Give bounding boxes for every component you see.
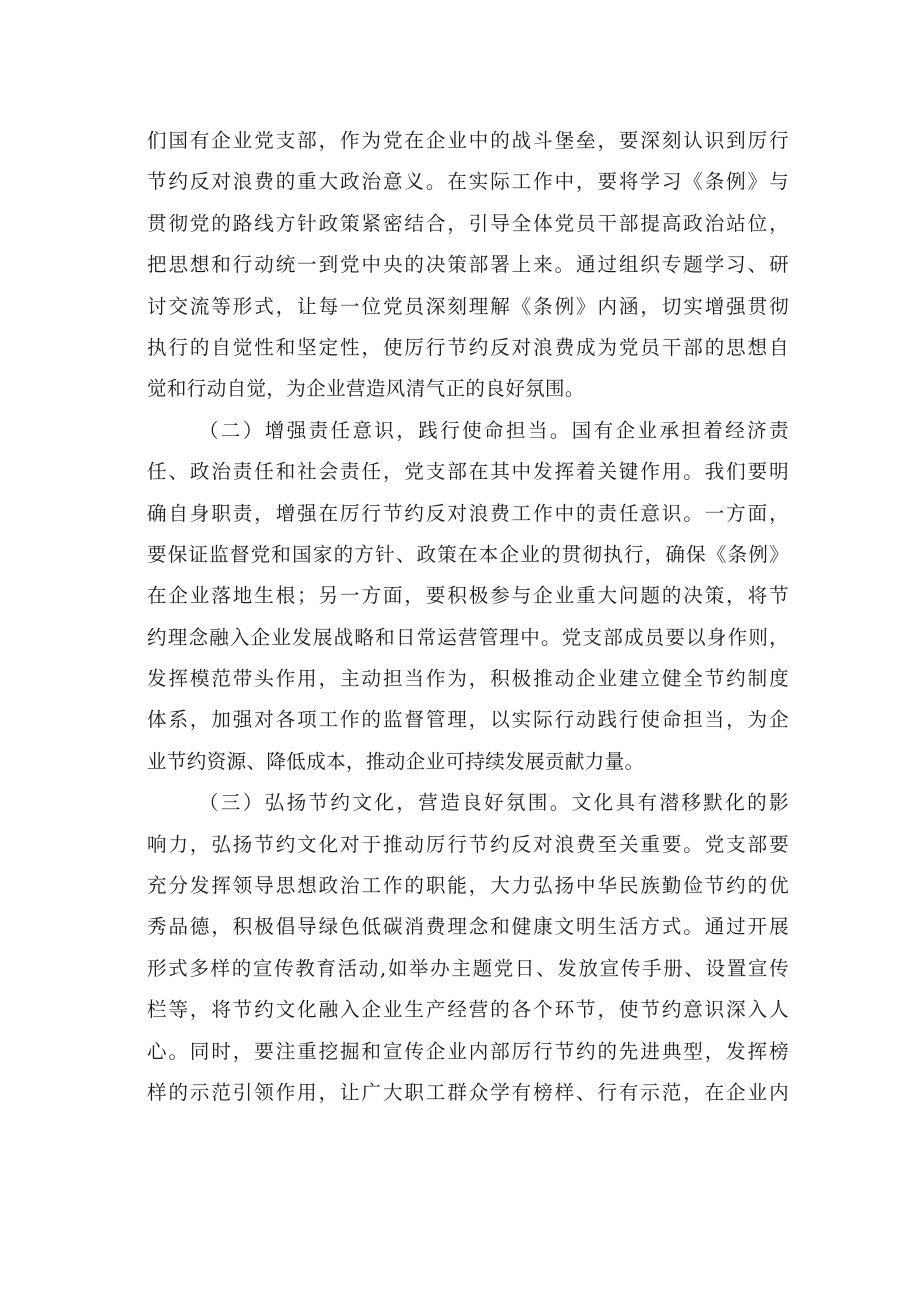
text-line: 贯彻党的路线方针政策紧密结合，引导全体党员干部提高政治站位， [147, 211, 789, 235]
text-line: 响力，弘扬节约文化对于推动厉行节约反对浪费至关重要。党支部要 [147, 832, 789, 856]
text-line: 任、政治责任和社会责任，党支部在其中发挥着关键作用。我们要明 [147, 460, 789, 484]
text-line: 体系，加强对各项工作的监督管理，以实际行动践行使命担当，为企 [147, 708, 789, 732]
text-line: 约理念融入企业发展战略和日常运营管理中。党支部成员要以身作则， [147, 625, 789, 649]
text-line: 执行的自觉性和坚定性，使厉行节约反对浪费成为党员干部的思想自 [147, 335, 789, 359]
text-line: 们国有企业党支部，作为党在企业中的战斗堡垒，要深刻认识到厉行 [147, 129, 789, 152]
text-line: 栏等，将节约文化融入企业生产经营的各个环节，使节约意识深入人 [147, 998, 789, 1022]
text-line: 业节约资源、降低成本，推动企业可持续发展贡献力量。 [147, 749, 645, 773]
text-line: （三）弘扬节约文化，营造良好氛围。文化具有潜移默化的影 [199, 791, 789, 815]
text-line: 形式多样的宣传教育活动,如举办主题党日、发放宣传手册、设置宣传 [147, 956, 789, 980]
text-line: 把思想和行动统一到党中央的决策部署上来。通过组织专题学习、研 [147, 253, 789, 277]
text-line: （二）增强责任意识，践行使命担当。国有企业承担着经济责 [199, 418, 789, 442]
document-body [147, 120, 789, 1113]
text-line: 充分发挥领导思想政治工作的职能，大力弘扬中华民族勤俭节约的优 [147, 874, 789, 898]
text-line: 在企业落地生根；另一方面，要积极参与企业重大问题的决策，将节 [147, 584, 789, 608]
text-line: 觉和行动自觉，为企业营造风清气正的良好氛围。 [147, 377, 585, 401]
text-line: 秀品德，积极倡导绿色低碳消费理念和健康文明生活方式。通过开展 [147, 915, 789, 939]
text-line: 要保证监督党和国家的方针、政策在本企业的贯彻执行，确保《条例》 [147, 542, 789, 566]
text-line: 样的示范引领作用，让广大职工群众学有榜样、行有示范，在企业内 [147, 1080, 789, 1104]
text-line: 讨交流等形式，让每一位党员深刻理解《条例》内涵，切实增强贯彻 [147, 294, 789, 318]
text-line: 确自身职责，增强在厉行节约反对浪费工作中的责任意识。一方面， [147, 501, 789, 525]
text-line: 节约反对浪费的重大政治意义。在实际工作中，要将学习《条例》与 [147, 170, 789, 194]
text-line: 心。同时，要注重挖掘和宣传企业内部厉行节约的先进典型，发挥榜 [147, 1039, 789, 1063]
text-line: 发挥模范带头作用，主动担当作为，积极推动企业建立健全节约制度 [147, 667, 789, 691]
